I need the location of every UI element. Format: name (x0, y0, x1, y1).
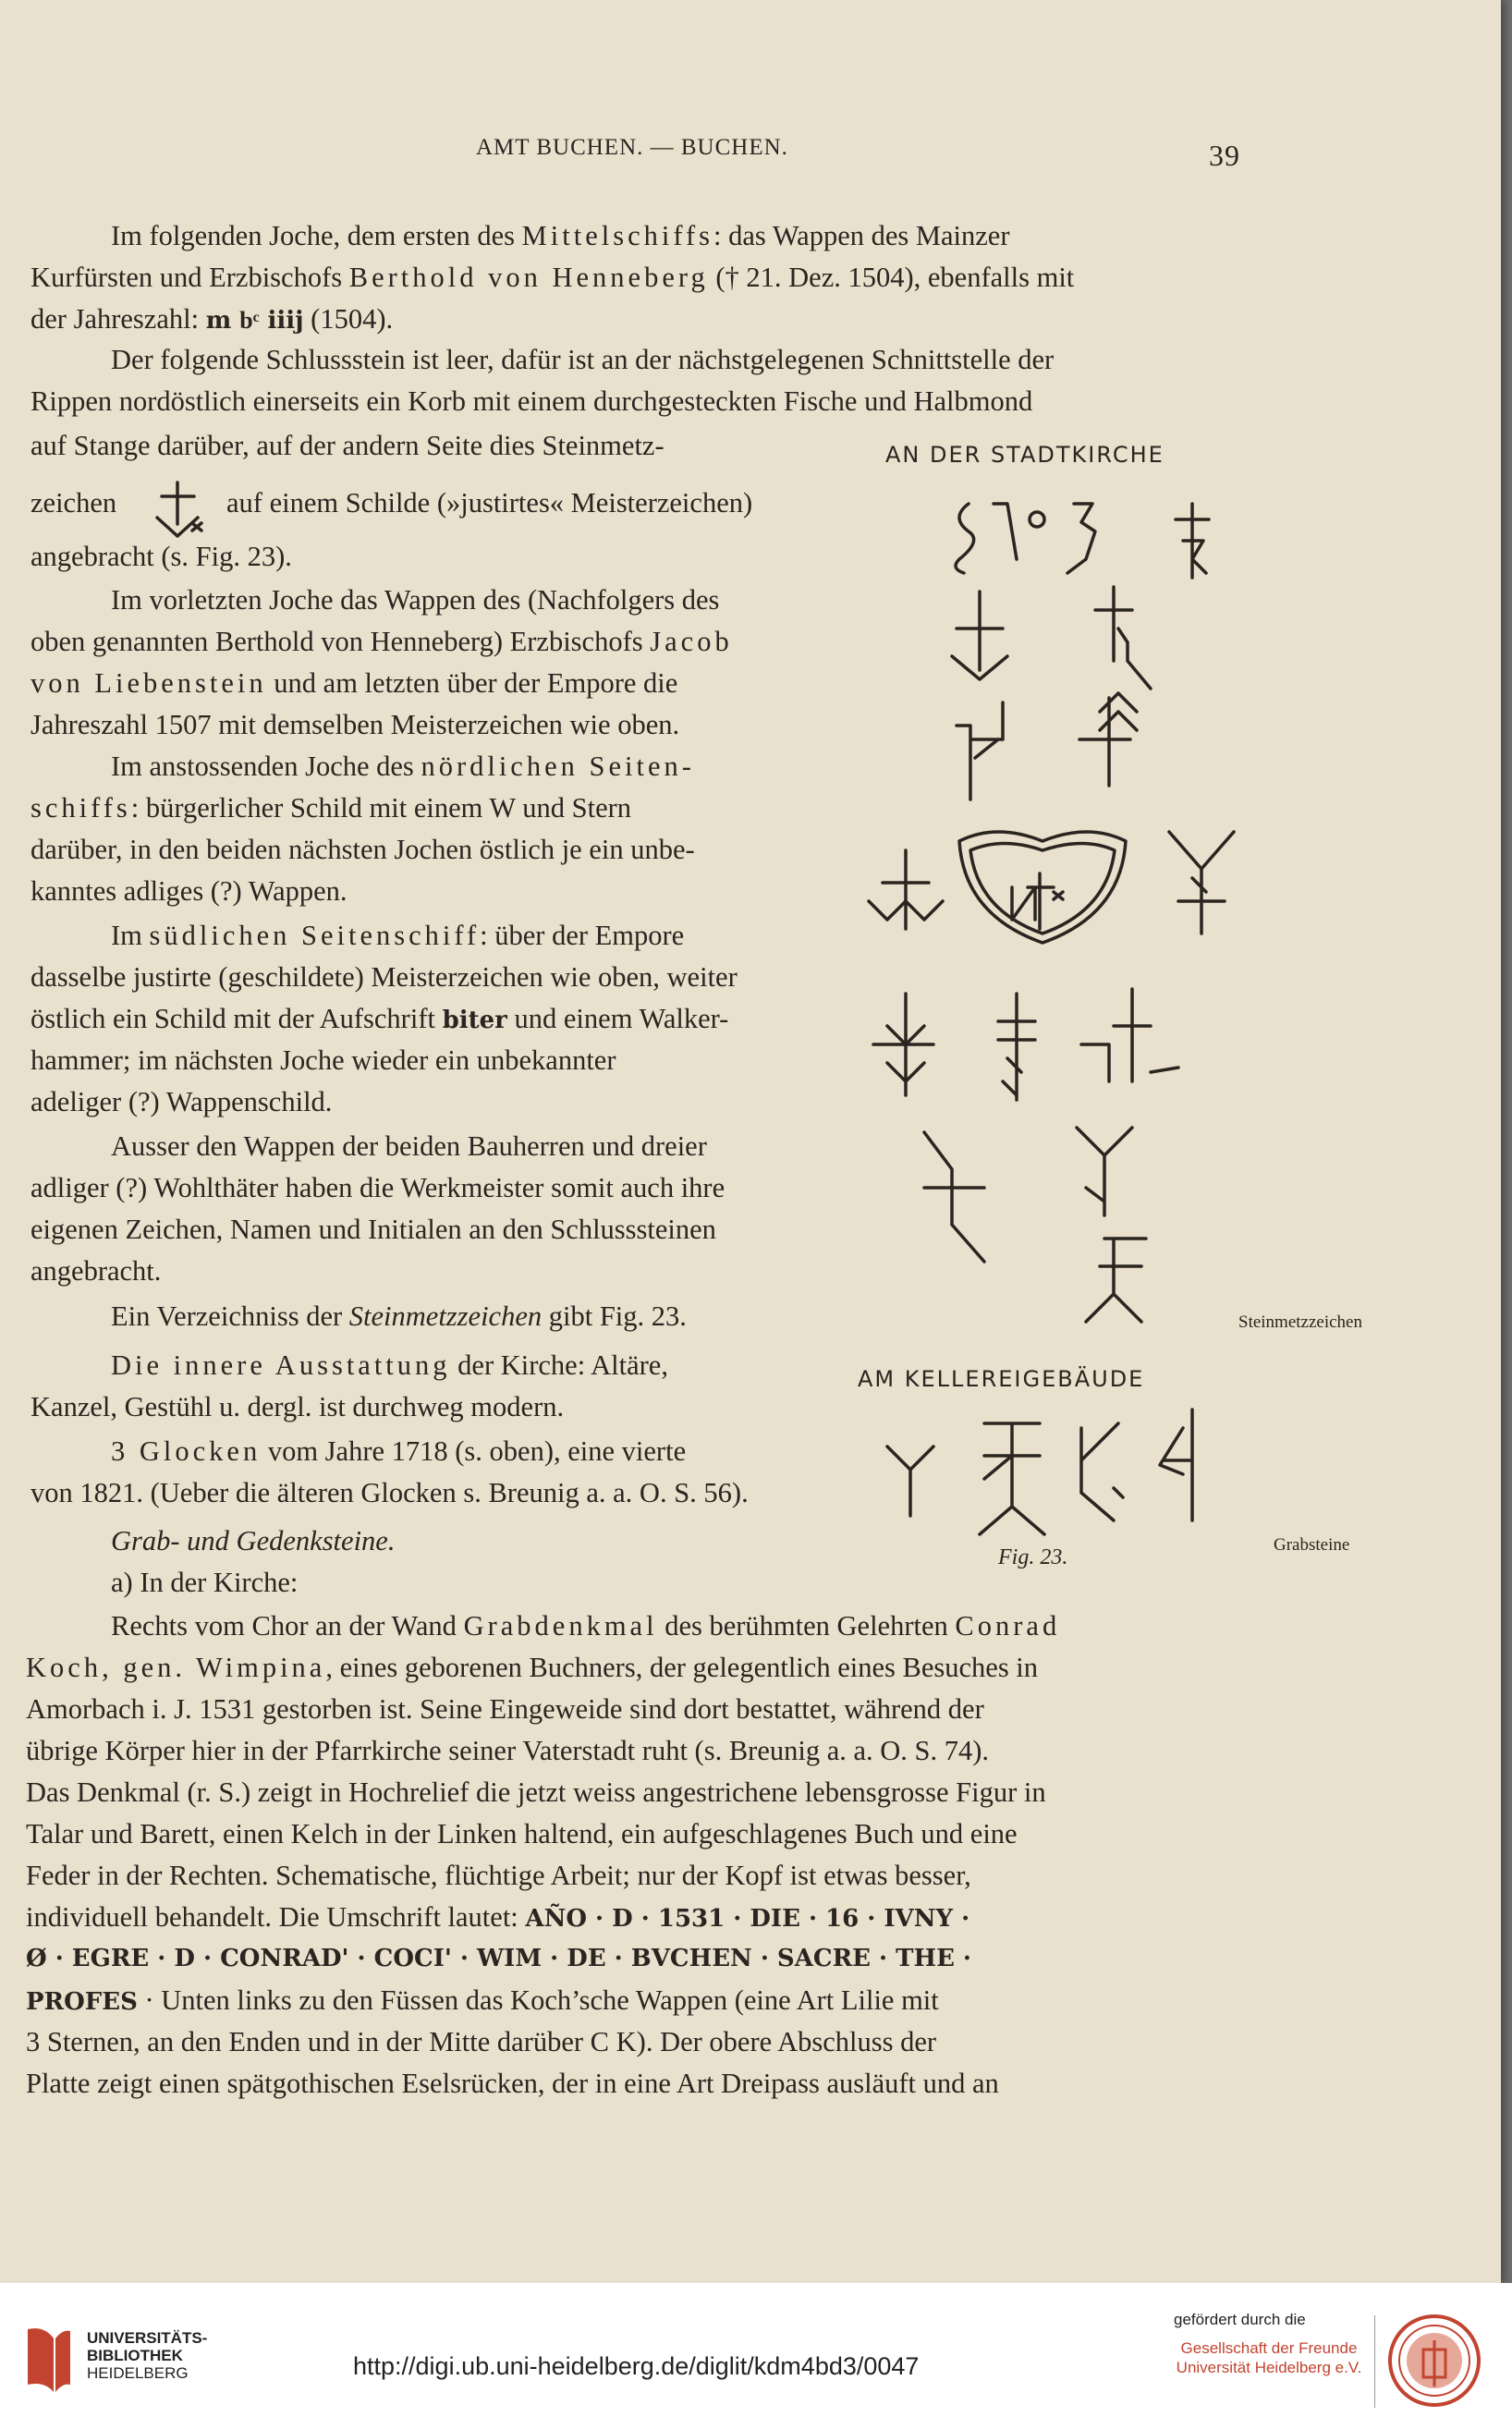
text-line: Im vorletzten Joche das Wappen des (Nachfolgers des (111, 584, 720, 616)
figure-heading-kellereigebaeude: AM KELLEREIGEBÄUDE (858, 1366, 1145, 1392)
text-line: kanntes adliges (?) Wappen. (30, 875, 348, 907)
mason-mark-icon (1086, 1239, 1146, 1322)
text-line: adliger (?) Wohlthäter haben die Werkmeister somit auch ihre (30, 1172, 726, 1203)
page-number: 39 (1209, 139, 1240, 172)
text-line: von 1821. (Ueber die älteren Glocken s. Breunig a. a. O. S. 56). (30, 1477, 749, 1508)
mason-mark-icon (887, 1410, 1192, 1534)
text-line: Die innere Ausstattung der Kirche: Altäre, (111, 1349, 668, 1381)
mason-mark-icon (924, 1128, 1132, 1262)
text-line: Rechts vom Chor an der Wand Grabdenkmal des berühmten Gelehrten Conrad (111, 1610, 1061, 1642)
margin-note-steinmetzzeichen: Steinmetzzeichen (1238, 1312, 1362, 1332)
footer-divider (1374, 2315, 1375, 2408)
text-line: schiffs: bürgerlicher Schild mit einem W und Stern (30, 792, 632, 824)
mason-mark-icon (957, 693, 1137, 800)
text-line: angebracht. (30, 1255, 162, 1287)
text-line: Kanzel, Gestühl u. dergl. ist durchweg modern. (30, 1391, 565, 1422)
mason-mark-icon (869, 850, 943, 929)
inscription-line: Ø · EGRE · D · CONRAD' · COCI' · WIM · DE · BVCHEN · SACRE · THE · (26, 1945, 971, 1972)
running-header: AMT BUCHEN. — BUCHEN. (476, 135, 788, 160)
text-line: Kurfürsten und Erzbischofs Berthold von Henneberg († 21. Dez. 1504), ebenfalls mit (30, 262, 1075, 293)
text-line: östlich ein Schild mit der Aufschrift biter und einem Walker- (30, 1003, 729, 1034)
library-name: UNIVERSITÄTS- BIBLIOTHEK HEIDELBERG (87, 2329, 208, 2382)
sponsor-intro: gefördert durch die (1174, 2311, 1306, 2328)
text-line: Im südlichen Seitenschiff: über der Empore (111, 920, 685, 951)
text-line: individuell behandelt. Die Umschrift lautet: AÑO · D · 1531 · DIE · 16 · IVNY · (26, 1901, 970, 1933)
mason-mark-icon (952, 587, 1151, 689)
library-logo-icon (17, 2322, 74, 2396)
text-line: der Jahreszahl: m bͨ iiij (1504). (30, 303, 394, 335)
figure-heading-stadtkirche: AN DER STADTKIRCHE (885, 442, 1164, 468)
section-heading: Grab- und Gedenksteine. (111, 1525, 396, 1556)
university-seal-icon (1386, 2313, 1483, 2410)
permalink-url[interactable]: http://digi.ub.uni-heidelberg.de/diglit/kdm4bd3/0047 (353, 2352, 920, 2380)
mason-mark-icon (873, 989, 1178, 1100)
text-line: PROFES · Unten links zu den Füssen das Koch’sche Wappen (eine Art Lilie mit (26, 1984, 939, 2016)
text-line: oben genannten Berthold von Henneberg) Erzbischofs Jacob (30, 626, 733, 657)
text-line: übrige Körper hier in der Pfarrkirche seiner Vaterstadt ruht (s. Breunig a. a. O. S. 74). (26, 1735, 990, 1766)
margin-note-grabsteine: Grabsteine (1274, 1535, 1350, 1555)
text-line: darüber, in den beiden nächsten Jochen östlich je ein unbe- (30, 834, 695, 865)
text-line: Im folgenden Joche, dem ersten des Mittelschiffs: das Wappen des Mainzer (111, 220, 1010, 251)
text-line: Der folgende Schlussstein ist leer, dafür ist an der nächstgelegenen Schnittstelle der (111, 344, 1055, 375)
subsection-heading: a) In der Kirche: (111, 1567, 299, 1598)
text-line: Das Denkmal (r. S.) zeigt in Hochrelief die jetzt weiss angestrichene lebensgrosse Figur in (26, 1776, 1046, 1808)
figure-caption: Fig. 23. (998, 1545, 1068, 1569)
mason-mark-icon (1169, 832, 1234, 934)
shield-mason-mark-icon (959, 832, 1126, 943)
text-line: adeliger (?) Wappenschild. (30, 1086, 333, 1117)
mason-mark-icon (956, 504, 1209, 578)
text-line: Jahreszahl 1507 mit demselben Meisterzeichen wie oben. (30, 709, 680, 740)
text-line: Talar und Barett, einen Kelch in der Linken haltend, ein aufgeschlagenes Buch und eine (26, 1818, 1018, 1849)
text-line: 3 Sternen, an den Enden und in der Mitte darüber C K). Der obere Abschluss der (26, 2026, 937, 2057)
digitisation-footer (0, 2283, 1512, 2417)
text-line: von Liebenstein und am letzten über der Empore die (30, 667, 678, 699)
text-line: Amorbach i. J. 1531 gestorben ist. Seine Eingeweide sind dort bestattet, während der (26, 1693, 984, 1725)
text-line: Rippen nordöstlich einerseits ein Korb mit einem durchgesteckten Fische und Halbmond (30, 385, 1033, 417)
text-line: zeichen (30, 487, 117, 519)
text-line: eigenen Zeichen, Namen und Initialen an den Schlusssteinen (30, 1214, 716, 1245)
text-line: auf Stange darüber, auf der andern Seite dies Steinmetz- (30, 430, 665, 461)
text-line: 3 Glocken vom Jahre 1718 (s. oben), eine vierte (111, 1435, 687, 1467)
text-line: auf einem Schilde (»justirtes« Meisterzeichen) (226, 487, 753, 519)
sponsor-name: Gesellschaft der Freunde Universität Heidelberg e.V. (1176, 2339, 1362, 2376)
inline-mason-mark-icon (157, 482, 201, 536)
text-line: dasselbe justirte (geschildete) Meisterzeichen wie oben, weiter (30, 961, 738, 993)
text-line: Ausser den Wappen der beiden Bauherren und dreier (111, 1130, 707, 1162)
text-line: Im anstossenden Joche des nördlichen Seiten- (111, 751, 695, 782)
text-line: Platte zeigt einen spätgothischen Eselsrücken, der in eine Art Dreipass ausläuft und an (26, 2068, 999, 2099)
text-line: Ein Verzeichniss der Steinmetzzeichen gibt Fig. 23. (111, 1300, 687, 1332)
text-line: angebracht (s. Fig. 23). (30, 541, 292, 572)
text-line: Feder in der Rechten. Schematische, flüchtige Arbeit; nur der Kopf ist etwas besser, (26, 1860, 971, 1891)
text-line: hammer; im nächsten Joche wieder ein unbekannter (30, 1044, 616, 1076)
text-line: Koch, gen. Wimpina, eines geborenen Buchners, der gelegentlich eines Besuches in (26, 1652, 1039, 1683)
